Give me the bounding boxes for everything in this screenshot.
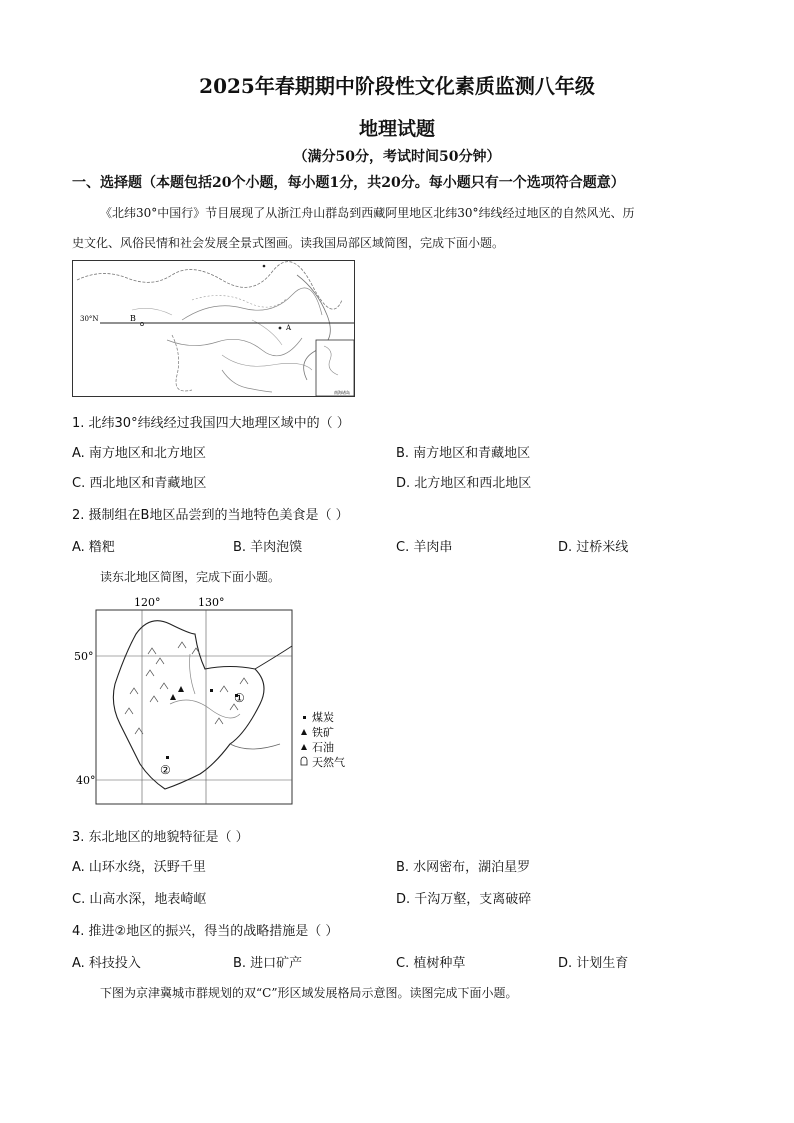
- latitude-30n-label: 30°N: [80, 315, 99, 323]
- q4-option-a[interactable]: A. 科技投入: [72, 956, 141, 971]
- q4-option-d[interactable]: D. 计划生育: [558, 956, 629, 971]
- latitude-40-label: 40°: [76, 774, 96, 787]
- q1-option-d[interactable]: D. 北方地区和西北地区: [396, 476, 532, 491]
- longitude-120-label: 120°: [134, 596, 161, 609]
- region-1-marker: ①: [234, 691, 245, 705]
- q1-option-b[interactable]: B. 南方地区和青藏地区: [396, 446, 531, 461]
- q1-option-a[interactable]: A. 南方地区和北方地区: [72, 446, 206, 461]
- q3-option-d[interactable]: D. 千沟万壑，支离破碎: [396, 892, 532, 907]
- region-2-marker: ②: [160, 763, 171, 777]
- q1-option-c[interactable]: C. 西北地区和青藏地区: [72, 476, 207, 491]
- q4-option-c[interactable]: C. 植树种草: [396, 956, 466, 971]
- longitude-130-label: 130°: [198, 596, 225, 609]
- exam-scoring: （满分50分，考试时间50分钟）: [293, 149, 501, 165]
- q2-option-b[interactable]: B. 羊肉泡馍: [233, 540, 303, 555]
- intro-jingjinji: 下图为京津冀城市群规划的双“C”形区域发展格局示意图。读图完成下面小题。: [100, 986, 518, 1000]
- exam-subject: 地理试题: [358, 118, 435, 140]
- q2-option-c[interactable]: C. 羊肉串: [396, 540, 453, 555]
- q3-option-c[interactable]: C. 山高水深，地表崎岖: [72, 892, 207, 907]
- intro-northeast: 读东北地区简图，完成下面小题。: [100, 570, 281, 584]
- q3-option-b[interactable]: B. 水网密布，湖泊星罗: [396, 860, 531, 875]
- section-heading: 一、选择题（本题包括20个小题，每小题1分，共20分。每小题只有一个选项符合题意）: [72, 175, 625, 191]
- legend-coal: 煤炭: [312, 711, 334, 724]
- legend-gas: 天然气: [312, 756, 345, 769]
- inset-caption: 南海诸岛: [334, 390, 350, 395]
- china-region-map: [72, 260, 355, 397]
- point-a-label: A: [286, 324, 292, 332]
- northeast-map: [70, 594, 360, 812]
- point-b-label: B: [130, 314, 136, 323]
- latitude-50-label: 50°: [74, 650, 94, 663]
- intro-line-2: 史文化、风俗民情和社会发展全景式图画。读我国局部区域简图，完成下面小题。: [72, 236, 505, 250]
- question-3-stem: 3. 东北地区的地貌特征是（ ）: [72, 830, 249, 845]
- q2-option-d[interactable]: D. 过桥米线: [558, 540, 629, 555]
- legend-oil: 石油: [312, 741, 334, 754]
- q3-option-a[interactable]: A. 山环水绕，沃野千里: [72, 860, 206, 875]
- q2-option-a[interactable]: A. 糌粑: [72, 540, 115, 555]
- question-1-stem: 1. 北纬30°纬线经过我国四大地理区域中的（ ）: [72, 416, 350, 431]
- question-4-stem: 4. 推进②地区的振兴，得当的战略措施是（ ）: [72, 924, 339, 939]
- intro-line-1: 《北纬30°中国行》节目展现了从浙江舟山群岛到西藏阿里地区北纬30°纬线经过地区的自然风光、历: [100, 206, 635, 220]
- exam-title: 2025年春期期中阶段性文化素质监测八年级: [199, 74, 595, 98]
- q4-option-b[interactable]: B. 进口矿产: [233, 956, 303, 971]
- legend-iron: 铁矿: [312, 726, 334, 739]
- question-2-stem: 2. 摄制组在B地区品尝到的当地特色美食是（ ）: [72, 508, 349, 523]
